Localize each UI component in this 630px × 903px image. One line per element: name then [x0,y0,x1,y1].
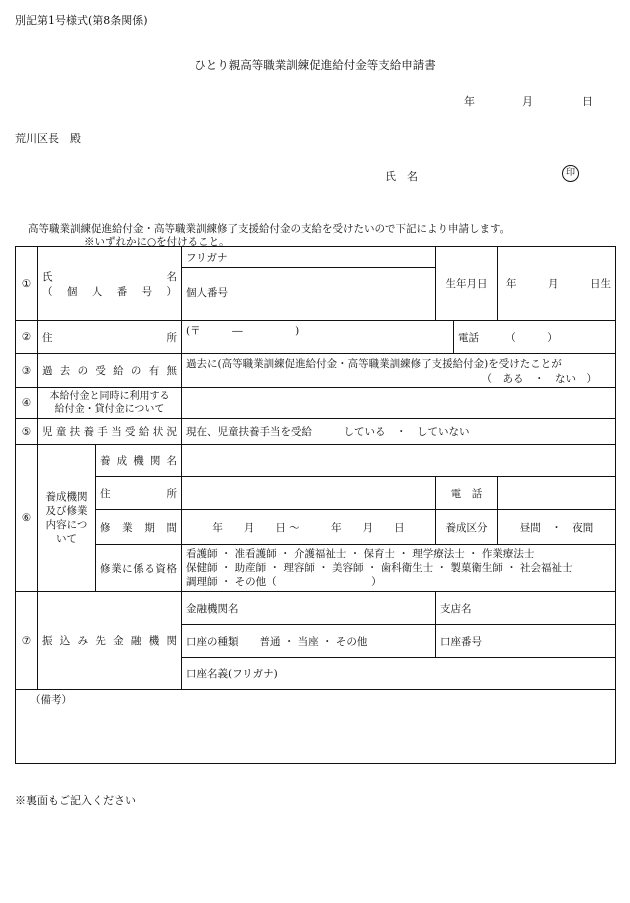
course-type-label: 養成区分 [436,510,498,545]
row7-number: ⑦ [16,592,38,690]
name-field-label: 氏 名 （ 個 人 番 号 ） [38,247,182,321]
row2-number: ② [16,321,38,354]
institution-name-field[interactable] [182,445,616,477]
child-allowance-label: 児 童 扶 養 手 当 受 給 状 況 [38,419,182,445]
applicant-name-label: 氏 名 [385,170,418,183]
institution-name-label: 養 成 機 関 名 [96,445,182,477]
course-type-field[interactable]: 昼間 ・ 夜間 [498,510,616,545]
personal-number-field[interactable]: 個人番号 [182,268,436,321]
footer-note: ※裏面もご記入ください [15,794,136,807]
row5-number: ⑤ [16,419,38,445]
phone-field[interactable]: 電話 （ ） [454,321,616,354]
training-institution-label: 養成機関及び修業内容について [38,445,96,592]
application-form-table [15,246,616,764]
furigana-field[interactable]: フリガナ [182,247,436,268]
intro-text: 高等職業訓練促進給付金・高等職業訓練修了支援給付金の支給を受けたいので下記により申請します。 [28,223,511,235]
row1-number: ① [16,247,38,321]
address-label: 住 所 [38,321,182,354]
date-year-label: 年 [464,95,475,108]
bank-name-field[interactable]: 金融機関名 [182,592,436,625]
institution-phone-label: 電 話 [436,477,498,510]
row6-number: ⑥ [16,445,38,592]
birthdate-field[interactable]: 年 月 日生 [498,247,616,321]
date-month-label: 月 [522,95,533,108]
institution-phone-field[interactable] [498,477,616,510]
qualification-label: 修業に係る資格 [96,545,182,592]
account-type-field[interactable]: 口座の種類 普通 ・ 当座 ・ その他 [182,625,436,658]
intro-note: ※いずれかに○を付けること。 [84,236,230,248]
page-title: ひとり親高等職業訓練促進給付金等支給申請書 [194,58,436,72]
branch-name-field[interactable]: 支店名 [436,592,616,625]
study-period-label: 修 業 期 間 [96,510,182,545]
bank-account-label: 振 込 み 先 金 融 機 関 [38,592,182,690]
remarks-field[interactable]: （備考） [16,690,616,764]
form-number: 別記第1号様式(第8条関係) [15,14,148,27]
account-holder-field[interactable]: 口座名義(フリガナ) [182,658,616,690]
seal-mark: 印 [562,165,579,182]
study-period-field[interactable]: 年 月 日 〜 年 月 日 [182,510,436,545]
date-day-label: 日 [582,95,593,108]
other-benefits-field[interactable] [182,388,616,419]
child-allowance-field[interactable]: 現在、児童扶養手当を受給 している ・ していない [182,419,616,445]
row3-number: ③ [16,354,38,388]
row4-number: ④ [16,388,38,419]
other-benefits-label: 本給付金と同時に利用する 給付金・貸付金について [38,388,182,419]
qualification-field[interactable]: 看護師 ・ 准看護師 ・ 介護福祉士 ・ 保育士 ・ 理学療法士 ・ 作業療法士 保健師 ・ 助産師 ・ 理容師 ・ 美容師 ・ 歯科衛生士 ・ 製菓衛生師 ・ 社会福祉士 調理師 ・ その他（ ） [182,545,616,592]
address-field[interactable]: (〒 ― ) [182,321,454,354]
addressee: 荒川区長 殿 [15,132,81,145]
past-receipt-label: 過 去 の 受 給 の 有 無 [38,354,182,388]
account-number-field[interactable]: 口座番号 [436,625,616,658]
institution-address-label: 住 所 [96,477,182,510]
birthdate-label: 生年月日 [436,247,498,321]
past-receipt-field[interactable]: 過去に(高等職業訓練促進給付金・高等職業訓練修了支援給付金)を受けたことが （ ある ・ ない ） [182,354,616,388]
institution-address-field[interactable] [182,477,436,510]
